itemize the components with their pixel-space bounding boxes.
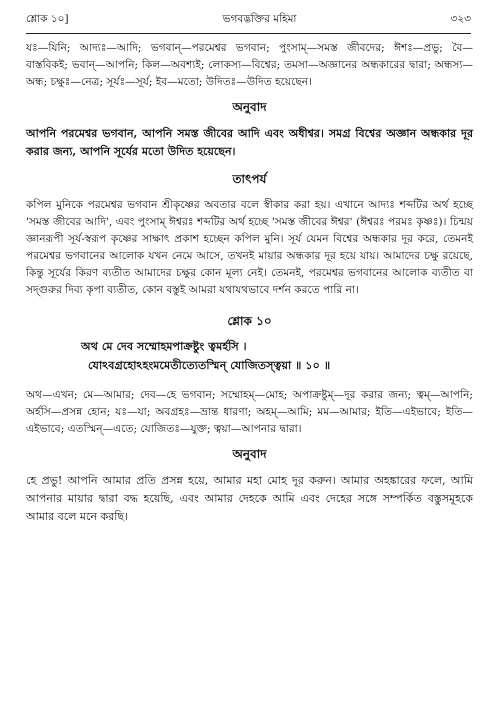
page-body xyxy=(26,40,473,526)
header-page-number: ৩২৩ xyxy=(450,12,471,25)
sanskrit-verse xyxy=(26,337,473,375)
synonyms-paragraph-1: যঃ—যিনি; আদ্যঃ—আদি; ভগবান্—পরমেশ্বর ভগবান; পুংসাম্—সমস্ত জীবদের; ঈশঃ—প্রভু; বৈ—বাস্তবিকই; ভবান্—আপনি; কিল—অবশ্যই; লোকস্য—বিশ্বের; তমসা—অজ্ঞানের অন্ধকারের দ্বারা; অন্ধস্য—অন্ধ; চক্ষুঃ—নেত্র; সূর্যঃ—সূর্য; ইব—মতো; উদিতঃ—উদিত হয়েছেন। xyxy=(26,42,473,88)
translation-heading-1: অনুবাদ xyxy=(232,100,267,114)
verse-number: শ্লোক ১০ xyxy=(227,314,272,328)
purport-heading: তাৎপর্য xyxy=(232,172,267,186)
translation-heading-2: অনুবাদ xyxy=(232,447,267,461)
purport-paragraph: কপিল মুনিকে পরমেশ্বর ভগবান শ্রীকৃষ্ণের অবতার বলে স্বীকার করা হয়। এখানে আদ্যঃ শব্দটির অর্থ হচ্ছে 'সমস্ত জীবের আদি', এবং পুংসাম্ ঈশ্বরঃ শব্দটির অর্থ হচ্ছে 'সমস্ত জীবের ঈশ্বর' (ঈশ্বরঃ পরমঃ কৃষ্ণঃ)। চিন্ময় জ্ঞানরূপী সূর্য-স্বরূপ কৃষ্ণের সাক্ষাৎ প্রকাশ হচ্ছেন কপিল মুনি। সূর্য যেমন বিশ্বের অন্ধকার দূর করে, তেমনই পরমেশ্বর ভগবানের আলোক যখন নেমে আসে, তখনই মায়ার অন্ধকার দূর হয়ে যায়। আমাদের চক্ষু রয়েছে, কিন্তু সূর্যের কিরণ ব্যতীত আমাদের চক্ষুর কোন মূল্য নেই। তেমনই, পরমেশ্বর ভগবানের আলোক ব্যতীত বা সদ্গুরুর দিব্য কৃপা ব্যতীত, কোন বস্তুই আমরা যথাযথভাবে দর্শন করতে পারি না। xyxy=(26,199,473,296)
synonyms-paragraph-2: অথ—এখন; মে—আমার; দেব—হে ভগবান; সম্মোহম্—মোহ; অপাক্রষ্টুম্—দূর করার জন্য; ত্বম্—আপনি; অর্হসি—প্রসন্ন হোন; যঃ—যা; অবগ্রহঃ—ভ্রান্ত ধারণা; অহম্—আমি; মম—আমার; ইতি—এইভাবে; ইতি—এইভাবে; এতস্মিন্—এতে; যোজিতঃ—যুক্ত; ত্বয়া—আপনার দ্বারা। xyxy=(26,389,473,435)
verse-line-2: যোঽবগ্রহোঽহংমমেতীত্যেতস্মিন্ যোজিতস্ত্বয়া ॥ ১০ ॥ xyxy=(88,358,331,372)
running-header xyxy=(26,10,471,34)
translation-paragraph-2: হে প্রভু! আপনি আমার প্রতি প্রসন্ন হয়ে, আমার মহা মোহ দূর করুন। আমার অহঙ্কারের ফলে, আমি আপনার মায়ার দ্বারা বদ্ধ হয়েছি, এবং আমার দেহকে আমি এবং দেহের সঙ্গে সম্পর্কিত বস্তুসমূহকে আমার বলে মনে করছি। xyxy=(26,474,473,523)
header-chapter-title: ভগবদ্ভক্তির মহিমা xyxy=(222,12,297,25)
translation-paragraph-1: আপনি পরমেশ্বর ভগবান, আপনি সমস্ত জীবের আদি এবং অধীশ্বর। সমগ্র বিশ্বের অজ্ঞান অন্ধকার দূর করার জন্য, আপনি সূর্যের মতো উদিত হয়েছেন। xyxy=(26,127,473,158)
verse-line-1: অথ মে দেব সম্মোহমপাক্রষ্টুং ত্বমর্হসি । xyxy=(81,339,247,353)
header-verse-ref: শ্লোক ১০] xyxy=(26,12,69,25)
